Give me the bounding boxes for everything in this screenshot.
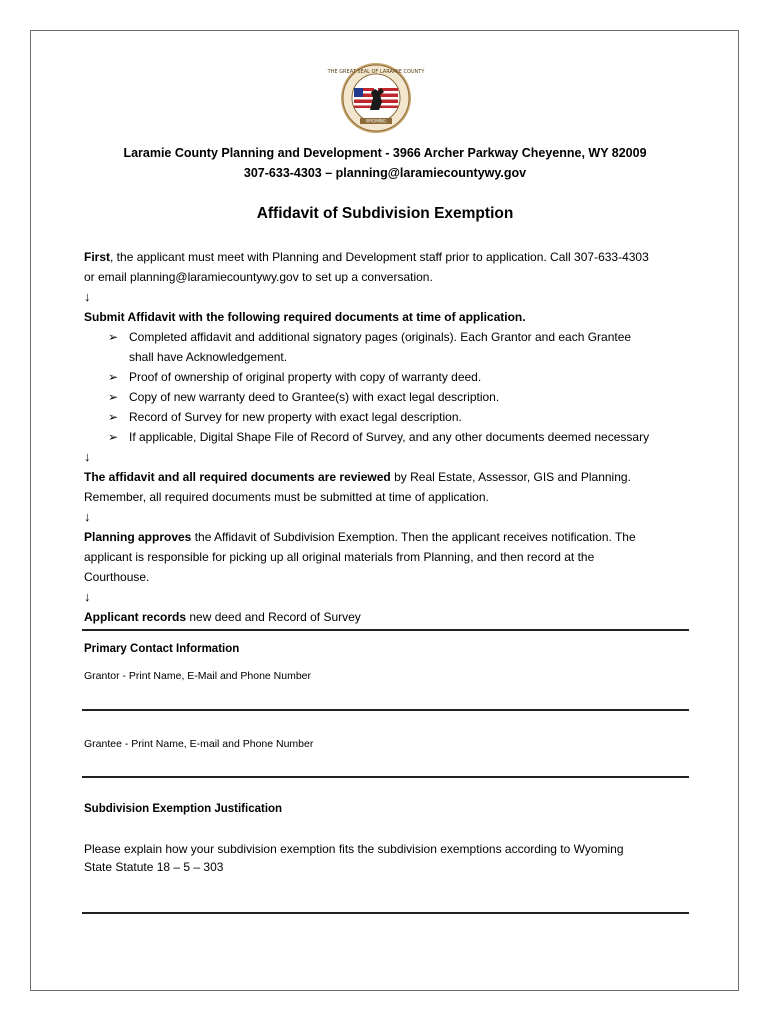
bullet-arrow-icon: ➢ bbox=[108, 430, 119, 444]
list-item: Record of Survey for new property with exact legal description. bbox=[129, 410, 462, 424]
page-title: Affidavit of Subdivision Exemption bbox=[256, 205, 514, 222]
step1-bold: First bbox=[84, 250, 111, 264]
step3-line1 bbox=[84, 467, 631, 487]
grantor-field-line[interactable] bbox=[82, 709, 689, 711]
step2-heading bbox=[84, 307, 526, 327]
step1-line2: or email planning@laramiecountywy.gov to set up a conversation. bbox=[84, 270, 433, 284]
step3-text1: by Real Estate, Assessor, GIS and Planning. bbox=[390, 470, 631, 484]
bullet-arrow-icon: ➢ bbox=[108, 390, 119, 404]
bullet-arrow-icon: ➢ bbox=[108, 410, 119, 424]
list-item: If applicable, Digital Shape File of Record of Survey, and any other documents deemed necessary bbox=[129, 430, 650, 444]
step5-line bbox=[84, 607, 361, 627]
justification-text2: State Statute 18 – 5 – 303 bbox=[84, 860, 224, 874]
step5-bold: Applicant records bbox=[84, 610, 187, 624]
down-arrow-icon: ↓ bbox=[84, 449, 91, 464]
down-arrow-icon: ↓ bbox=[84, 289, 91, 304]
seal-ring-text: THE GREAT SEAL OF LARAMIE COUNTY bbox=[327, 69, 425, 75]
step3-bold: The affidavit and all required documents are reviewed bbox=[84, 470, 391, 484]
list-item: Completed affidavit and additional signatory pages (originals). Each Grantor and each Grantee bbox=[129, 330, 632, 344]
grantor-label: Grantor - Print Name, E-Mail and Phone Number bbox=[84, 670, 312, 682]
header-address: Laramie County Planning and Development - 3966 Archer Parkway Cheyenne, WY 82009 bbox=[123, 146, 647, 160]
step4-text1: the Affidavit of Subdivision Exemption. Then the applicant receives notification. The bbox=[191, 530, 636, 544]
step1-text1: , the applicant must meet with Planning and Development staff prior to application. Call 307-633-4303 bbox=[110, 250, 649, 264]
justification-field-line[interactable] bbox=[82, 912, 689, 914]
down-arrow-icon: ↓ bbox=[84, 589, 91, 604]
divider bbox=[82, 629, 689, 631]
grantee-label: Grantee - Print Name, E-mail and Phone Number bbox=[84, 738, 314, 750]
justification-text1: Please explain how your subdivision exemption fits the subdivision exemptions according to Wyoming bbox=[84, 842, 624, 856]
seal-bottom-text: WYOMING bbox=[365, 118, 387, 124]
county-seal-logo bbox=[327, 62, 425, 134]
list-item: Proof of ownership of original property with copy of warranty deed. bbox=[129, 370, 482, 384]
step4-line1 bbox=[84, 527, 636, 547]
step4-line3: Courthouse. bbox=[84, 570, 150, 584]
step4-bold: Planning approves bbox=[84, 530, 192, 544]
justification-heading: Subdivision Exemption Justification bbox=[84, 803, 283, 815]
contact-heading: Primary Contact Information bbox=[84, 643, 240, 655]
down-arrow-icon: ↓ bbox=[84, 509, 91, 524]
bullet-arrow-icon: ➢ bbox=[108, 370, 119, 384]
header-contact: 307-633-4303 – planning@laramiecountywy.gov bbox=[243, 166, 527, 180]
step1-line1 bbox=[84, 247, 649, 267]
list-item-continuation: shall have Acknowledgement. bbox=[129, 350, 288, 364]
step5-text: new deed and Record of Survey bbox=[186, 610, 361, 624]
step2-bold: Submit Affidavit with the following required documents at time of application. bbox=[84, 310, 526, 324]
bullet-arrow-icon: ➢ bbox=[108, 330, 119, 344]
step3-line2: Remember, all required documents must be submitted at time of application. bbox=[84, 490, 489, 504]
grantee-field-line[interactable] bbox=[82, 776, 689, 778]
list-item: Copy of new warranty deed to Grantee(s) with exact legal description. bbox=[129, 390, 500, 404]
step4-line2: applicant is responsible for picking up all original materials from Planning, and then record at the bbox=[84, 550, 595, 564]
